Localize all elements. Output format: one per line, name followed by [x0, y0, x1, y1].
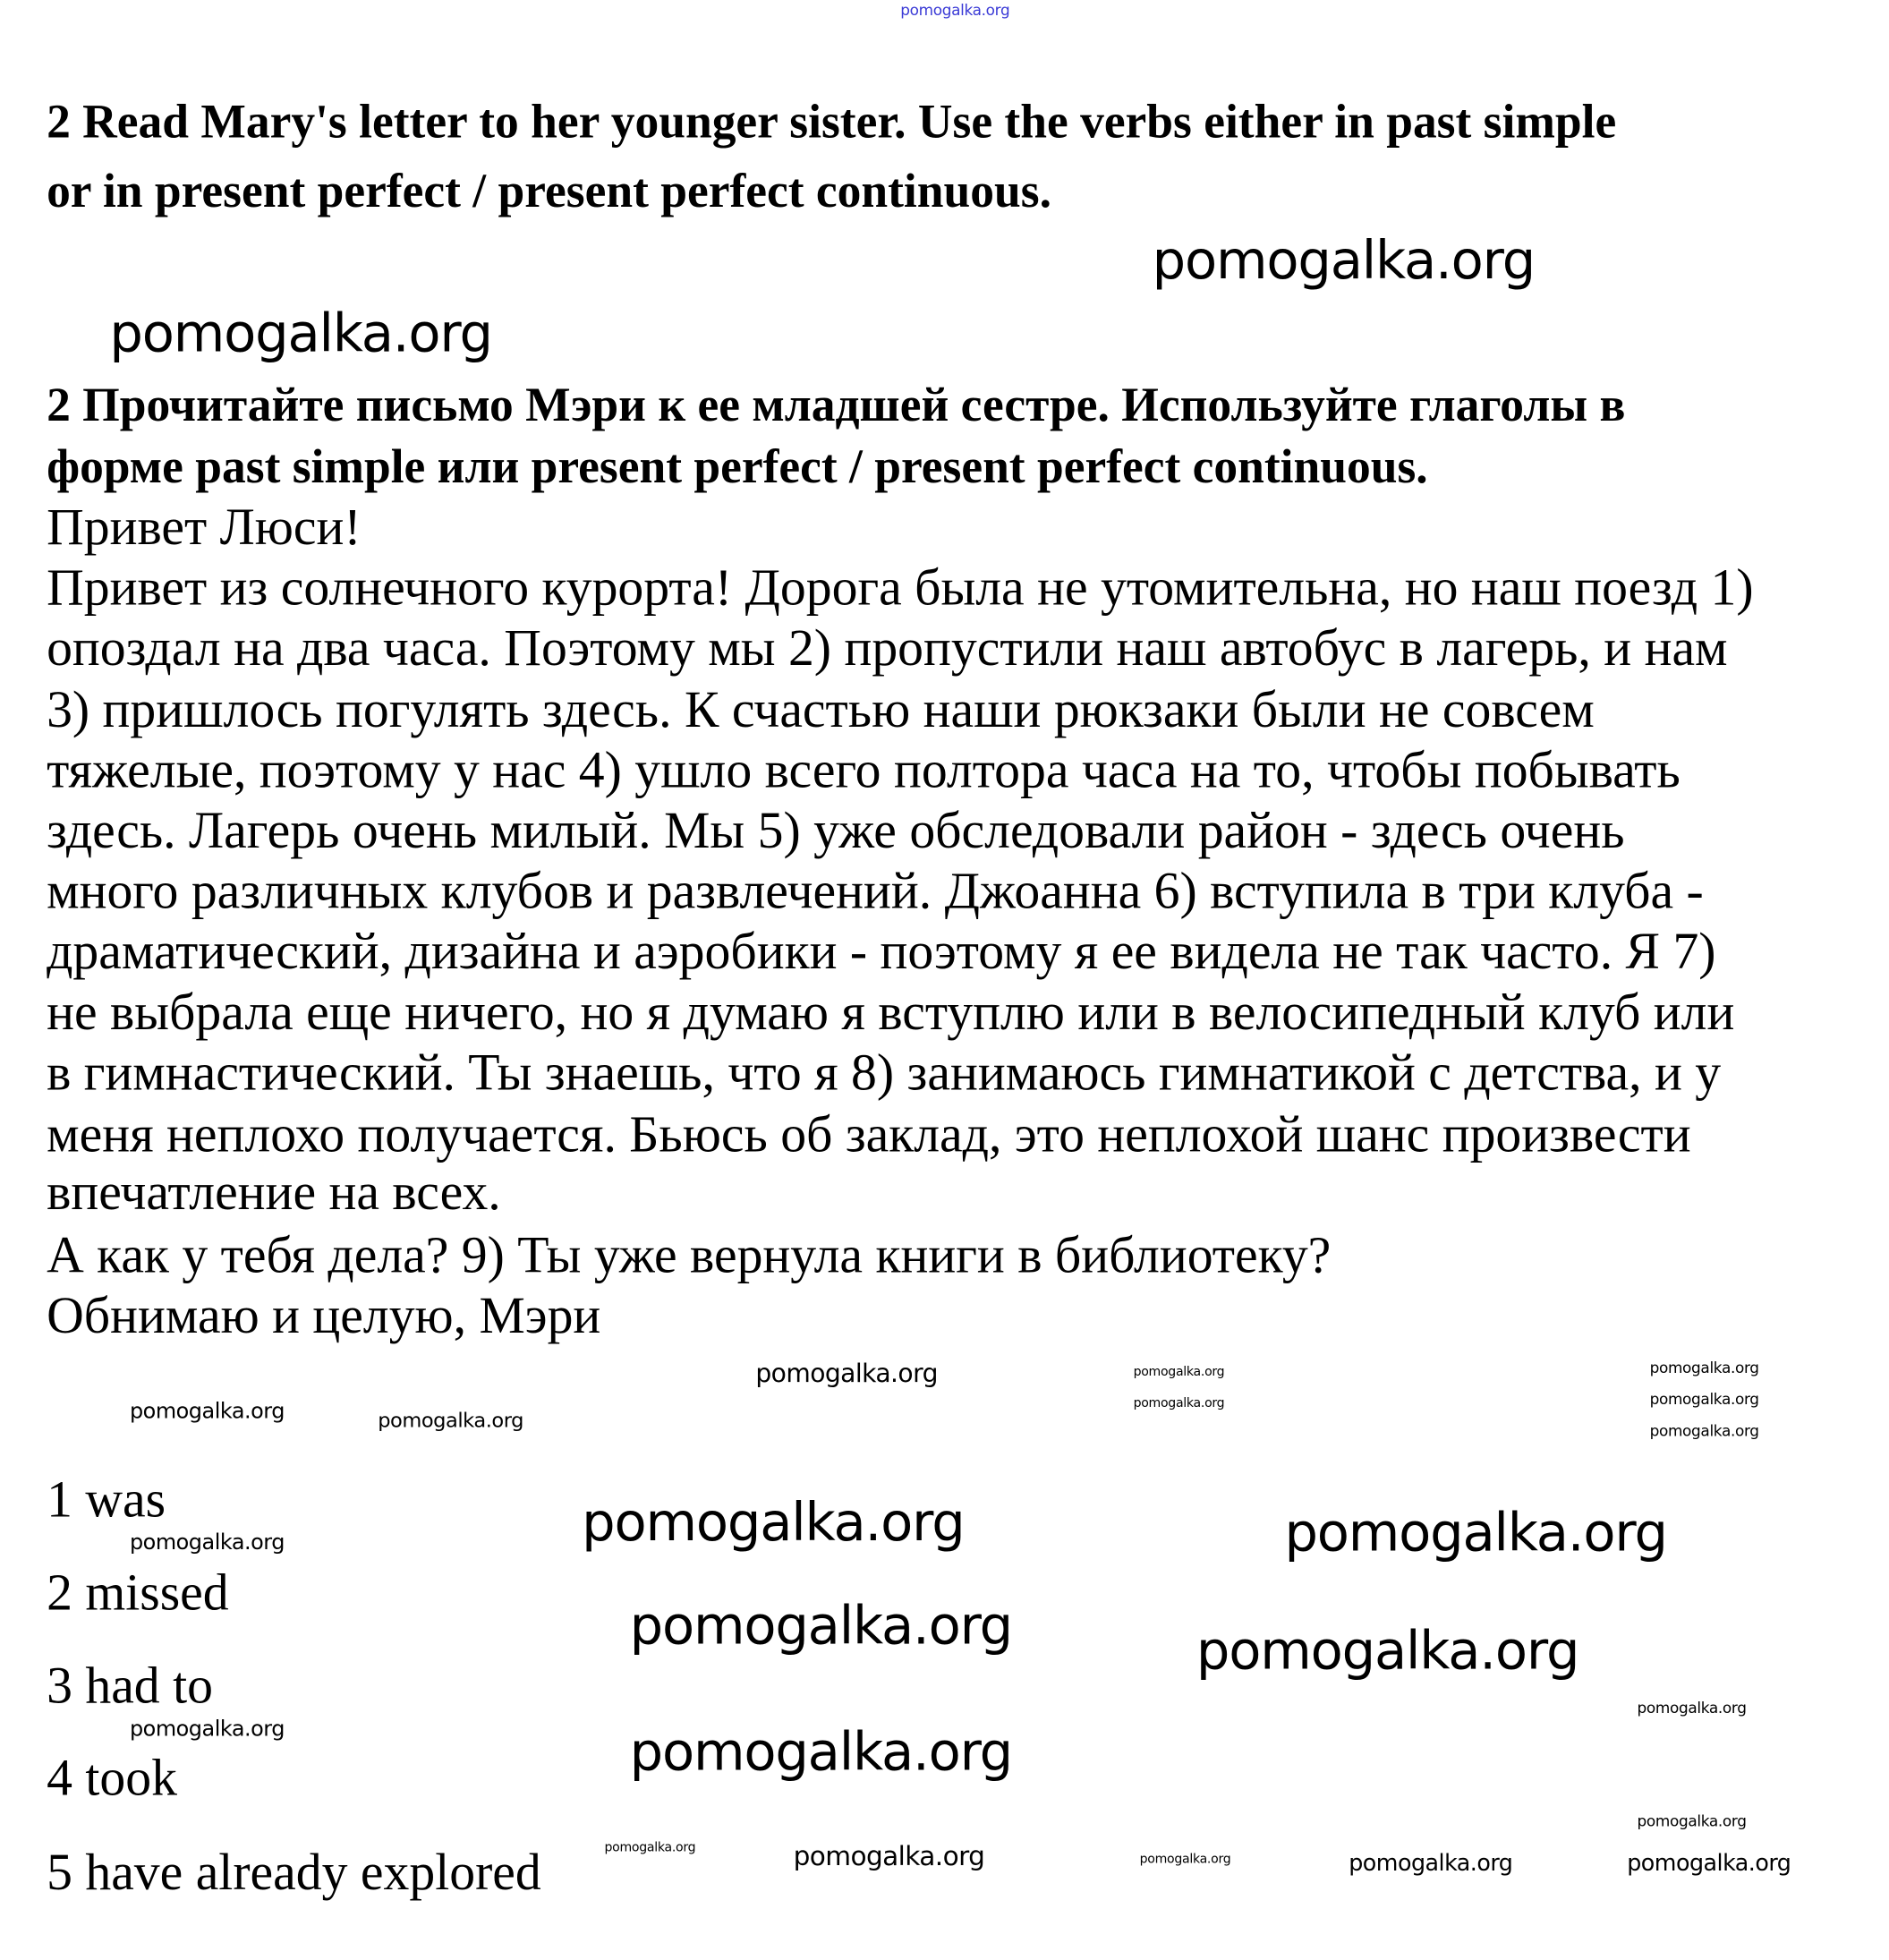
watermark: pomogalka.org [1152, 229, 1536, 292]
watermark: pomogalka.org [1649, 1421, 1759, 1440]
letter-line: не выбрала еще ничего, но я думаю я вступлю или в велосипедный клуб или [47, 982, 1735, 1041]
letter-line: много различных клубов и развлечений. Джоанна 6) вступила в три клуба - [47, 861, 1704, 920]
watermark: pomogalka.org [1637, 1699, 1747, 1717]
letter-line: здесь. Лагерь очень милый. Мы 5) уже обследовали район - здесь очень [47, 801, 1625, 859]
answer-item: 4 took [47, 1748, 177, 1807]
watermark: pomogalka.org [1627, 1850, 1791, 1877]
letter-greeting: Привет Люси! [47, 497, 362, 556]
answer-item: 2 missed [47, 1563, 229, 1622]
task-ru-line: форме past simple или present perfect / present perfect continuous. [47, 440, 1428, 494]
answer-item: 5 have already explored [47, 1842, 541, 1901]
letter-line: А как у тебя дела? 9) Ты уже вернула книги в библиотеку? [47, 1225, 1332, 1284]
watermark: pomogalka.org [129, 1530, 285, 1556]
answer-item: 3 had to [47, 1656, 213, 1715]
watermark: pomogalka.org [1196, 1619, 1579, 1682]
task-en-line: 2 Read Mary's letter to her younger sister. Use the verbs either in past simple [47, 95, 1617, 149]
answer-item: 1 was [47, 1470, 166, 1529]
watermark: pomogalka.org [1349, 1850, 1513, 1877]
watermark: pomogalka.org [629, 1720, 1013, 1783]
letter-line: драматический, дизайна и аэробики - поэтому я ее видела не так часто. Я 7) [47, 922, 1716, 980]
watermark: pomogalka.org [582, 1491, 965, 1554]
watermark-top: pomogalka.org [900, 1, 1010, 20]
watermark: pomogalka.org [629, 1594, 1013, 1657]
watermark: pomogalka.org [1139, 1853, 1231, 1867]
watermark: pomogalka.org [109, 302, 492, 364]
watermark: pomogalka.org [1649, 1359, 1759, 1377]
watermark: pomogalka.org [1649, 1390, 1759, 1409]
watermark: pomogalka.org [129, 1399, 285, 1425]
watermark: pomogalka.org [1133, 1396, 1225, 1411]
letter-line: в гимнастический. Ты знаешь, что я 8) занимаюсь гимнатикой с детства, и у [47, 1043, 1722, 1101]
letter-line: тяжелые, поэтому у нас 4) ушло всего полтора часа на то, чтобы побывать [47, 740, 1681, 799]
watermark: pomogalka.org [604, 1841, 696, 1855]
watermark: pomogalka.org [129, 1717, 285, 1743]
task-en-line: or in present perfect / present perfect continuous. [47, 165, 1051, 218]
watermark: pomogalka.org [755, 1358, 938, 1388]
letter-line: впечатление на всех. [47, 1162, 501, 1221]
task-ru-line: 2 Прочитайте письмо Мэри к ее младшей сестре. Используйте глаголы в [47, 379, 1626, 432]
letter-line: Привет из солнечного курорта! Дорога была не утомительна, но наш поезд 1) [47, 558, 1754, 617]
watermark: pomogalka.org [1637, 1812, 1747, 1830]
watermark: pomogalka.org [378, 1408, 523, 1433]
watermark: pomogalka.org [1284, 1501, 1667, 1564]
letter-line: 3) пришлось погулять здесь. К счастью наши рюкзаки были не совсем [47, 679, 1595, 738]
watermark: pomogalka.org [1133, 1365, 1225, 1379]
letter-line: опоздал на два часа. Поэтому мы 2) пропустили наш автобус в лагерь, и нам [47, 618, 1728, 677]
watermark: pomogalka.org [793, 1841, 985, 1872]
letter-signoff: Обнимаю и целую, Мэри [47, 1285, 601, 1344]
letter-line: меня неплохо получается. Бьюсь об заклад, это неплохой шанс произвести [47, 1104, 1691, 1163]
